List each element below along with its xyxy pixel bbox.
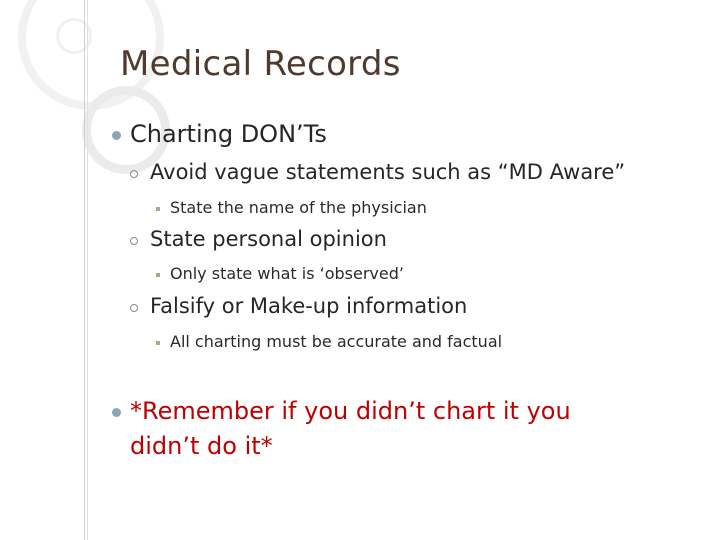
- bullet-ring-icon: [130, 170, 138, 178]
- bullet-level3: [170, 264, 404, 283]
- slide-title: Medical Records: [120, 44, 401, 84]
- bullet-text: Falsify or Make-up information: [150, 294, 468, 318]
- bullet-ring-icon: [130, 237, 138, 245]
- margin-rule: [84, 0, 85, 540]
- bullet-square-icon: [156, 207, 160, 211]
- bullet-text: Only state what is ‘observed’: [170, 264, 404, 283]
- bullet-level2: [150, 294, 467, 318]
- reminder-line-1: *Remember if you didn’t chart it you: [130, 397, 571, 425]
- reminder-line-2: didn’t do it*: [130, 432, 273, 460]
- bullet-dot-icon: [112, 408, 121, 417]
- reminder-bullet: [130, 394, 571, 464]
- bullet-text: Charting DON’Ts: [130, 120, 327, 148]
- bullet-level3: [170, 198, 427, 217]
- bullet-level3: [170, 332, 502, 351]
- bullet-level2: [150, 160, 625, 184]
- bullet-text: State personal opinion: [150, 227, 387, 251]
- bullet-text: All charting must be accurate and factual: [170, 332, 503, 351]
- bullet-square-icon: [156, 273, 160, 277]
- bullet-level1: [130, 120, 327, 148]
- margin-rule-inner: [87, 0, 88, 540]
- bullet-ring-icon: [130, 304, 138, 312]
- bullet-text: Avoid vague statements such as “MD Aware”: [150, 160, 626, 184]
- bullet-level2: [150, 227, 387, 251]
- bullet-text: State the name of the physician: [170, 198, 427, 217]
- bullet-square-icon: [156, 341, 160, 345]
- bullet-dot-icon: [112, 131, 121, 140]
